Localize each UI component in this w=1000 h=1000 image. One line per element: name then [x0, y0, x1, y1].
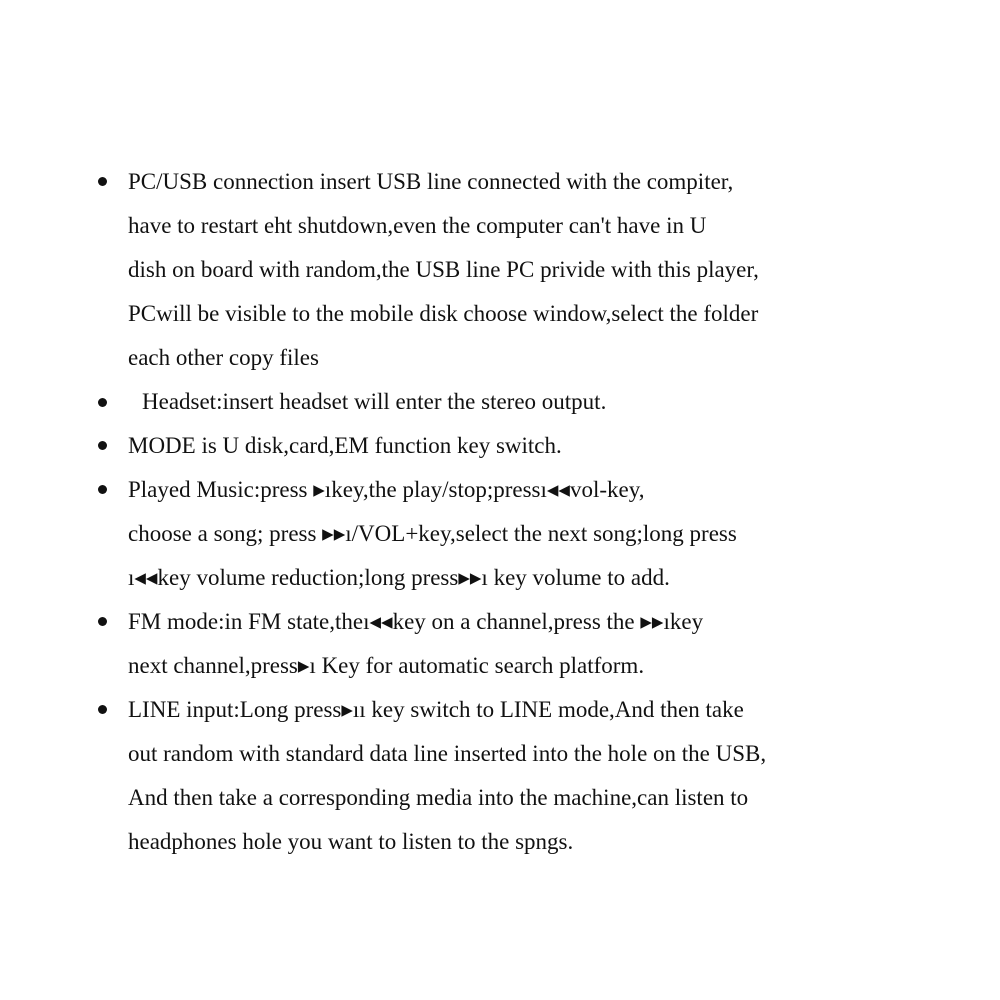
- text-line: have to restart eht shutdown,even the computer can't have in U: [128, 213, 707, 238]
- list-item-headset: [96, 380, 896, 424]
- text-line: And then take a corresponding media into the machine,can listen to: [128, 785, 749, 810]
- text-line: each other copy files: [128, 345, 319, 370]
- bullet-icon: [98, 398, 107, 407]
- instruction-list: [96, 160, 896, 864]
- bullet-icon: [98, 177, 107, 186]
- list-item-mode: [96, 424, 896, 468]
- list-item-fm-mode: [96, 600, 896, 688]
- text-line: Headset:insert headset will enter the stereo output.: [142, 389, 607, 414]
- text-line: choose a song; press ▸▸ı/VOL+key,select the next song;long press: [128, 521, 737, 546]
- text-line: ı◂◂key volume reduction;long press▸▸ı key volume to add.: [128, 565, 670, 590]
- bullet-icon: [98, 485, 107, 494]
- list-item-played-music: [96, 468, 896, 600]
- list-item-pc-usb: [96, 160, 896, 380]
- text-line: MODE is U disk,card,EM function key switch.: [128, 433, 562, 458]
- list-item-line-input: [96, 688, 896, 864]
- bullet-icon: [98, 705, 107, 714]
- text-line: out random with standard data line inserted into the hole on the USB,: [128, 741, 767, 766]
- text-line: Played Music:press ▸ıkey,the play/stop;pressı◂◂vol-key,: [128, 477, 645, 502]
- text-line: LINE input:Long press▸ıı key switch to LINE mode,And then take: [128, 697, 744, 722]
- bullet-icon: [98, 441, 107, 450]
- text-line: FM mode:in FM state,theı◂◂key on a channel,press the ▸▸ıkey: [128, 609, 704, 634]
- text-line: dish on board with random,the USB line PC privide with this player,: [128, 257, 759, 282]
- text-line: PCwill be visible to the mobile disk choose window,select the folder: [128, 301, 759, 326]
- text-line: PC/USB connection insert USB line connected with the compiter,: [128, 169, 734, 194]
- bullet-icon: [98, 617, 107, 626]
- text-line: headphones hole you want to listen to the spngs.: [128, 829, 574, 854]
- text-line: next channel,press▸ı Key for automatic search platform.: [128, 653, 645, 678]
